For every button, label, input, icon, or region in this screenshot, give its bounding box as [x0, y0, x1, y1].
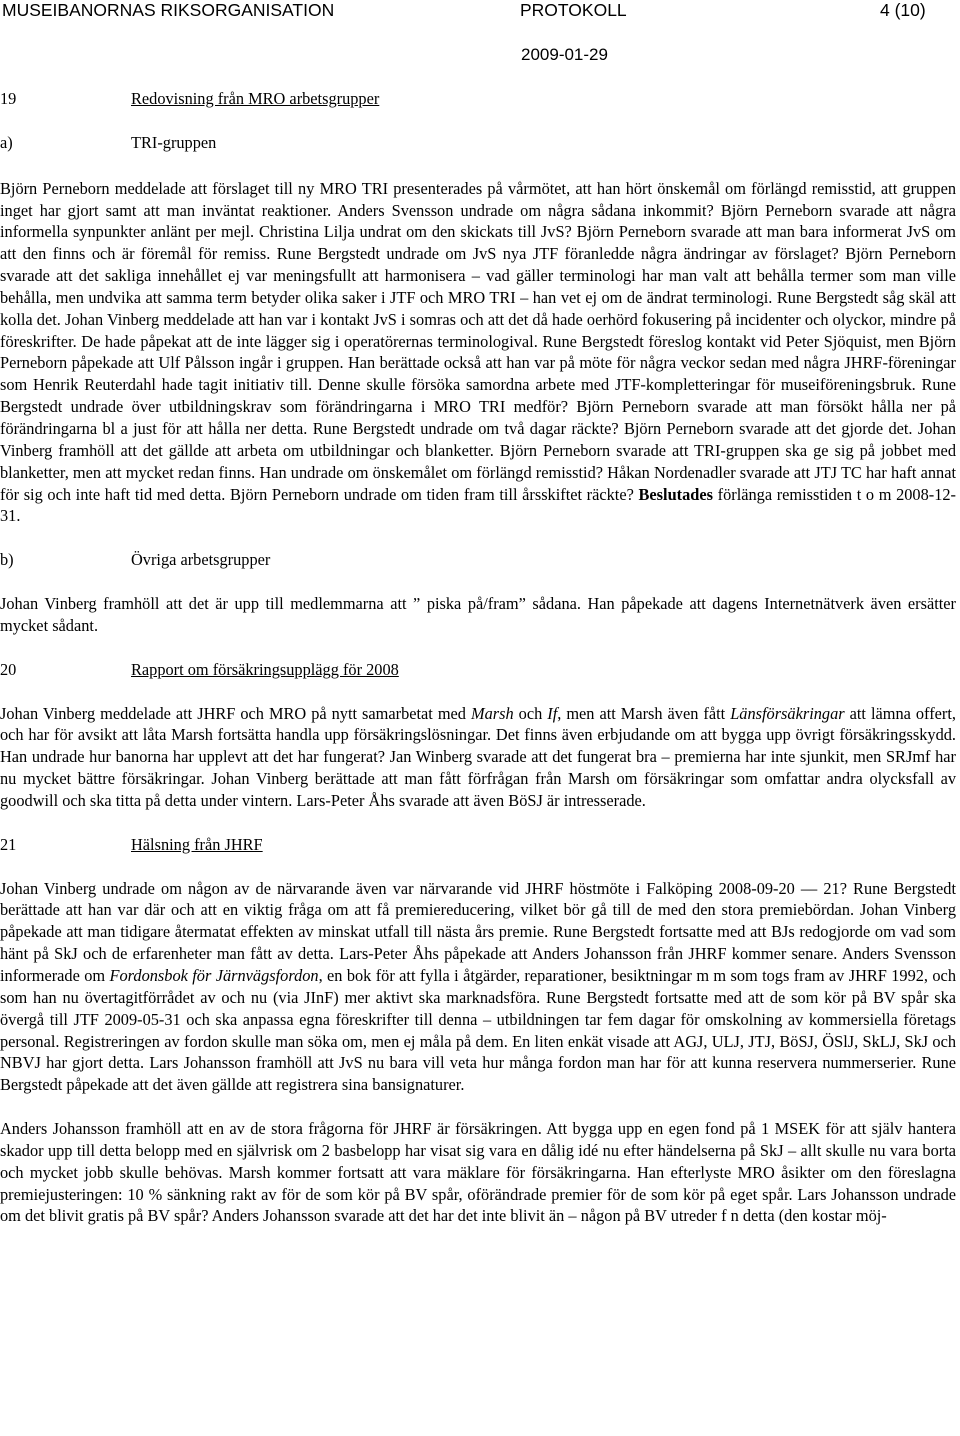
section-title: Rapport om försäkringsupplägg för 2008 — [131, 659, 399, 679]
paragraph-text: , en bok för att fylla i åtgärder, reparationer, besiktningar m m som togs fram av JHRF 1992, och som han nu övertagitförrådet av och nu (via JInF) mer aktivt ska marknadsföra. Rune Bergstedt fortsatte med att de som kör på BV spår ska övergå till JTF 2009-05-31 och ska anpassa egna föreskrifter till denna – utbildningen tar fem dagar för omskolning av kommersiella företags personal. Registreringen av fordon skulle man söka om, men ej måla på dem. En liten enkät visade att AGJ, ULJ, JTJ, BöSJ, ÖSlJ, SkLJ, SkJ och NBVJ har gjort detta. Lars Johansson framhöll att JvS nu bara vill veta hur många fordon man har för att kunna reservera nummerserier. Rune Bergstedt påpekade att det även gällde att registrera sina bansignaturer. — [0, 966, 956, 1095]
section-title: Hälsning från JHRF — [131, 834, 263, 854]
section-title: TRI-gruppen — [131, 132, 217, 152]
company-name: If — [547, 703, 558, 723]
paragraph-19b: Johan Vinberg framhöll att det är upp till medlemmarna att ” piska på/fram” sådana. Han påpekade att dagens Internetnätverk även ersätter mycket sådant. — [0, 594, 956, 635]
paragraph-21-1 — [0, 878, 956, 1096]
paragraph-text: och — [518, 703, 543, 723]
section-number: 19 — [0, 89, 17, 108]
company-name: Länsförsäkringar — [730, 703, 845, 723]
paragraph-21-2: Anders Johansson framhöll att en av de stora frågorna för JHRF är försäkringen. Att bygga upp en egen fond på 1 MSEK för att själv hantera skador upp till detta belopp med en självrisk om 2 basbelopp har visat sig vara en dålig idé nu efter händelserna på SkJ – allt skulle nu vara borta och mycket jobb skulle behövas. Marsh kommer fortsatt att vara mäklare för försäkringarna. Han efterlyste MRO åsikter om den föreslagna premiejusteringen: 10 % sänkning rakt av för de som kör på BV spår, oförändrade premier för de som kör på eget spår. Lars Johansson undrade om det blivit gratis på BV spår? Anders Johansson svarade att det har det inte blivit än – någon på BV utreder f n detta (den kostar möj- — [0, 1119, 956, 1226]
decision-text: förlänga remisstiden t o m 2008-12-31. — [0, 484, 956, 526]
company-name: Marsh — [470, 703, 514, 723]
section-number: b) — [0, 550, 14, 570]
organization-name: MUSEIBANORNAS RIKSORGANISATION — [2, 0, 335, 20]
decision-keyword: Beslutades — [638, 484, 713, 504]
page-number: 4 (10) — [880, 0, 926, 20]
section-number: 21 — [0, 834, 17, 854]
section-title: Övriga arbetsgrupper — [131, 550, 271, 570]
paragraph-text: Johan Vinberg meddelade att JHRF och MRO på nytt samarbetat med — [0, 703, 466, 723]
section-19b-heading — [0, 549, 956, 571]
paragraph-text: att lämna offert, och har för avsikt att låta Marsh fortsätta handla upp försäkringslösningar. Det finns även erbjudande om att bygga upp övrigt försäkringsskydd. Han undrade hur banorna har upplevt att det har fungerat? Jan Winberg svarade att det fungerat bra – premierna har inte sjunkit, men SRJmf har nu mycket bättre försäkringar. Johan Vinberg berättade att man fått förfrågan från Marsh om försäkringar som omfattar andra olycksfall av goodwill och ska titta på detta under vintern. Lars-Peter Åhs svarade att även BöSJ är intresserade. — [0, 703, 956, 810]
book-title: Fordonsbok för Järnvägsfordon — [109, 966, 319, 985]
paragraph-text: Johan Vinberg undrade om någon av de närvarande även var närvarande vid JHRF höstmöte i Falköping 2008-09-20 — 21? Rune Bergstedt berättade att han var där och att en viktig fråga om att få premiereducering, vilket bör gå till de med den stora premiebördan. Johan Vinberg påpekade att man tidigare återmatat effekten av minskat utfall till nästa års premie. Rune Bergstedt fortsatte med att BJs redogjorde om vad som hänt på SkJ och de erfarenheter man fått av detta. Lars-Peter Åhs påpekade att Anders Johansson från JHRF kommer senare. Anders Svensson informerade om — [0, 878, 956, 985]
section-20-heading — [0, 659, 956, 681]
document-date: 2009-01-29 — [521, 45, 608, 64]
section-title: Redovisning från MRO arbetsgrupper — [131, 89, 380, 108]
section-21-heading — [0, 834, 956, 856]
paragraph-text: Björn Perneborn meddelade att förslaget till ny MRO TRI presenterades på vårmötet, att han hört önskemål om förlängd remisstid, att gruppen inget har gjort samt att man inväntat reaktioner. Anders Svensson undrade om några sådana inkommit? Björn Perneborn svarade att några informella synpunkter anlänt per mejl. Christina Lilja undrat om den skickats till JvS? Björn Perneborn svarade att man bara informerat JvS om att den finns och är föremål för remiss. Rune Bergstedt undrade om JvS nya JTF föranledde några ändringar av förslaget? Björn Perneborn svarade att det sakliga innehållet ej var meningsfullt att harmonisera – vad gäller terminologi har man valt att behålla termer som man ville behålla, men undvika att samma term betyder olika saker i JTF och MRO TRI – han vet ej om de ändrat terminologi. Rune Bergstedt såg skäl att kolla det. Johan Vinberg meddelade att han var i kontakt JvS i somras och att det då hade oerhörd fokusering på incidenter och olyckor, mindre på föreskrifter. De hade påpekat att de inte lägger sig i operatörernas terminologival. Rune Bergstedt föreslog kontakt vid Peter Sjöquist, men Björn Perneborn påpekade att Ulf Pålsson ingår i gruppen. Han berättade också att han var på möte för några veckor sedan med några JHRF-föreningar som Henrik Reuterdahl hade tagit initiativ till. Denne skulle försöka samordna arbete med JTF-kompletteringar för museiföreningsbruk. Rune Bergstedt undrade över utbildningskrav som förändringarna i MRO TRI medför? Björn Perneborn svarade att man försökt hålla ner på förändringarna bl a just för att hålla ner detta. Rune Bergstedt undrade om två dagar räckte? Björn Perneborn svarade att det gjorde det. Johan Vinberg framhöll att det gällde att arbeta om utbildningar och blanketter. Björn Perneborn svarade att TRI-gruppen ska ge sig på jobbet med blanketter, men att mycket redan finns. Han undrade om önskemålet om förlängd remisstid? Håkan Nordenadler svarade att JTJ TC har haft annat för sig och inte haft tid med detta. Björn Perneborn undrade om tiden fram till årsskiftet räckte? — [0, 178, 956, 504]
document-body — [0, 88, 956, 1227]
section-number: 20 — [0, 659, 17, 679]
page-header — [0, 0, 960, 22]
paragraph-text: , men att Marsh även fått — [557, 703, 726, 723]
paragraph-19a — [0, 178, 956, 528]
document-type: PROTOKOLL — [520, 0, 627, 20]
section-19a-heading — [0, 132, 956, 154]
paragraph-20 — [0, 703, 956, 812]
section-19-heading — [0, 88, 956, 110]
section-number: a) — [0, 132, 13, 152]
